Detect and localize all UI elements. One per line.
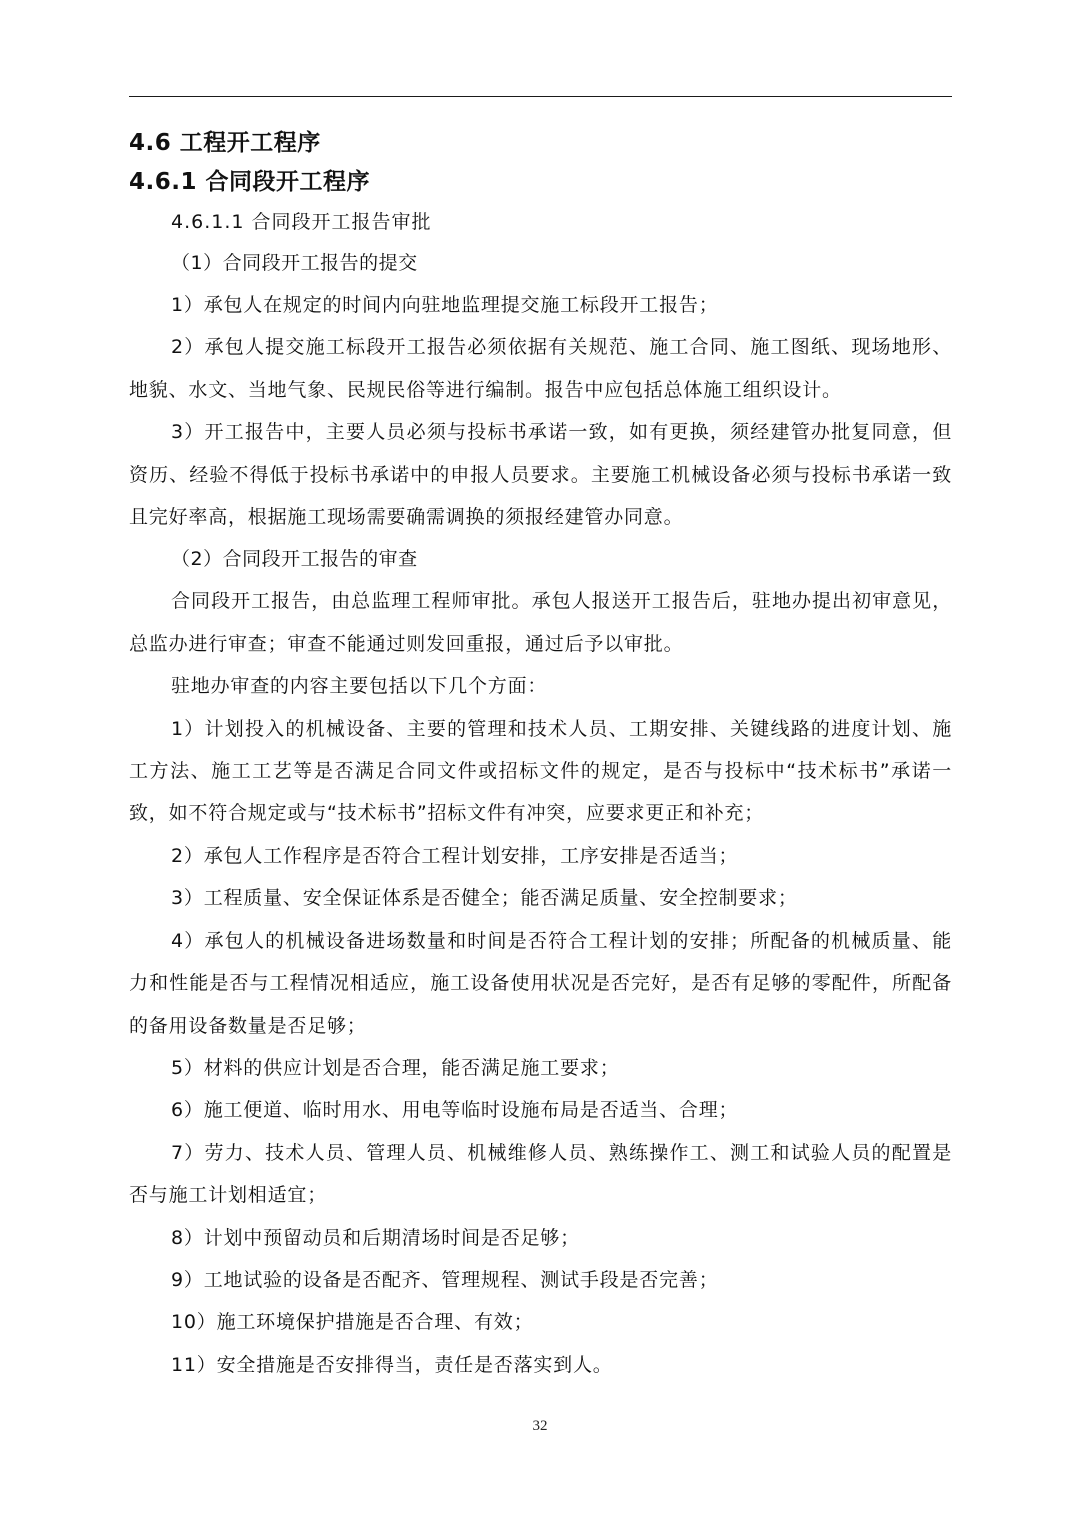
review-item-4: 4）承包人的机械设备进场数量和时间是否符合工程计划的安排；所配备的机械质量、能力和性能是否与工程情况相适应，施工设备使用状况是否完好，是否有足够的零配件，所配备的备用设备数量是否足够； [129, 929, 952, 1037]
submit-item-1: 1）承包人在规定的时间内向驻地监理提交施工标段开工报告； [171, 294, 719, 316]
review-item-2: 2）承包人工作程序是否符合工程计划安排，工序安排是否适当； [171, 844, 739, 867]
page-number: 32 [532, 1418, 548, 1434]
heading-4-6-1: 4.6.1 合同段开工程序 [129, 169, 370, 195]
subsection-review-title: （2）合同段开工报告的审查 [171, 548, 418, 571]
review-item-5: 5）材料的供应计划是否合理，能否满足施工要求； [171, 1056, 620, 1079]
document-body [129, 124, 952, 1386]
review-item-8: 8）计划中预留动员和后期清场时间是否足够； [171, 1226, 580, 1249]
submit-item-3: 3）开工报告中，主要人员必须与投标书承诺一致，如有更换，须经建管办批复同意，但资历、经验不得低于投标书承诺中的申报人员要求。主要施工机械设备必须与投标书承诺一致且完好率高，根据施工现场需要确需调换的须报经建管办同意。 [129, 421, 952, 529]
review-item-1: 1）计划投入的机械设备、主要的管理和技术人员、工期安排、关键线路的进度计划、施工方法、施工工艺等是否满足合同文件或招标文件的规定，是否与投标中“技术标书”承诺一致，如不符合规定或与“技术标书”招标文件有冲突，应要求更正和补充； [129, 717, 952, 825]
review-item-11: 11）安全措施是否安排得当，责任是否落实到人。 [171, 1353, 613, 1376]
submit-item-2: 2）承包人提交施工标段开工报告必须依据有关规范、施工合同、施工图纸、现场地形、地貌、水文、当地气象、民规民俗等进行编制。报告中应包括总体施工组织设计。 [129, 336, 952, 401]
review-lead: 驻地办审查的内容主要包括以下几个方面： [171, 675, 548, 698]
review-intro: 合同段开工报告，由总监理工程师审批。承包人报送开工报告后，驻地办提出初审意见，总监办进行审查；审查不能通过则发回重报，通过后予以审批。 [129, 590, 952, 655]
review-item-7: 7）劳力、技术人员、管理人员、机械维修人员、熟练操作工、测工和试验人员的配置是否与施工计划相适宜； [129, 1141, 952, 1207]
review-item-9: 9）工地试验的设备是否配齐、管理规程、测试手段是否完善； [171, 1268, 719, 1291]
subsection-submit-title: （1）合同段开工报告的提交 [171, 252, 418, 274]
review-item-3: 3）工程质量、安全保证体系是否健全；能否满足质量、安全控制要求； [171, 887, 798, 910]
header-rule [129, 96, 952, 97]
review-item-10: 10）施工环境保护措施是否合理、有效； [171, 1311, 534, 1334]
review-item-6: 6）施工便道、临时用水、用电等临时设施布局是否适当、合理； [171, 1099, 739, 1122]
heading-4-6: 4.6 工程开工程序 [129, 130, 321, 156]
heading-4-6-1-1: 4.6.1.1 合同段开工报告审批 [171, 211, 432, 233]
